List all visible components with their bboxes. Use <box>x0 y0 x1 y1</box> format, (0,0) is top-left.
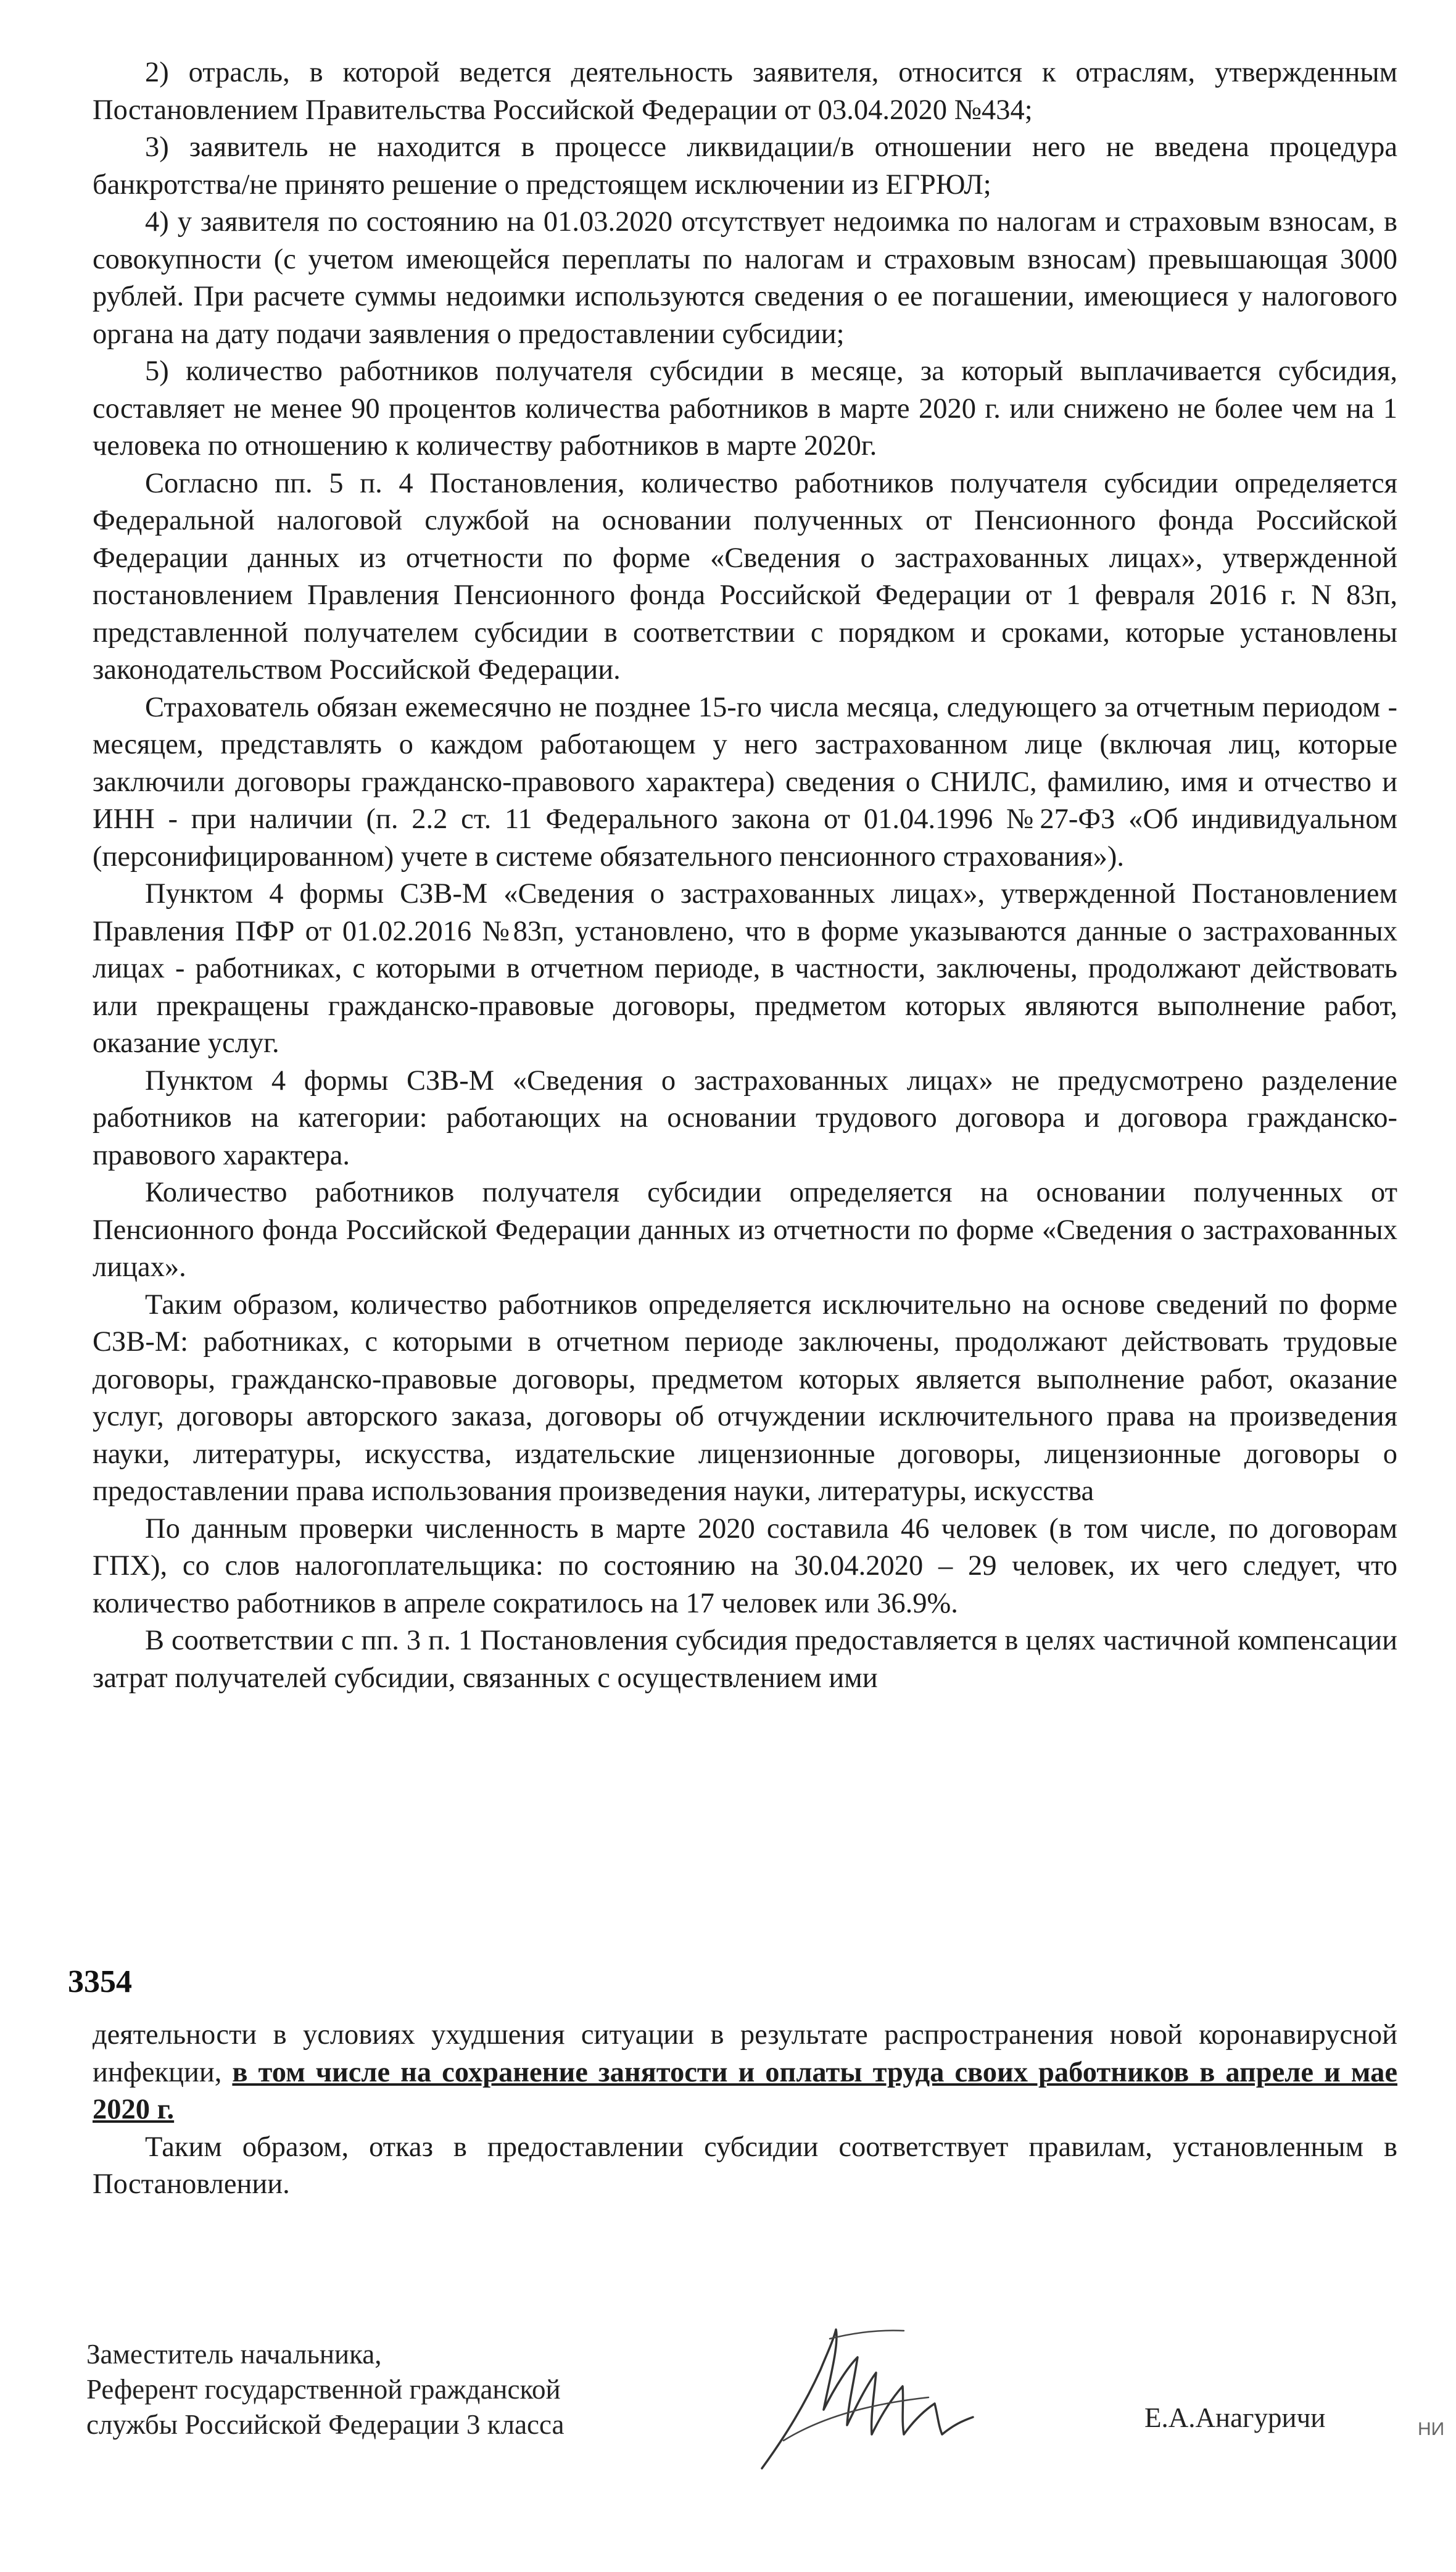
body-paragraph: 3) заявитель не находится в процессе ликвидации/в отношении него не введена процедура банкротства/не принято решение о предстоящем исключении из ЕГРЮЛ; <box>93 131 1397 201</box>
body-paragraph: Таким образом, количество работников определяется исключительно на основе сведений по форме СЗВ-М: работниках, с которыми в отчетном периоде заключены, продолжают действовать трудовые договоры, гражданско-правовые договоры, предметом которых является выполнение работ, оказание услуг, договоры авторского заказа, договоры об отчуждении исключительного права на произведения науки, литературы, искусства, издательские лицензионные договоры, лицензионные договоры о предоставлении права использования произведения науки, литературы, искусства <box>93 1288 1397 1507</box>
page-number: 3354 <box>68 1964 132 1999</box>
position-line: службы Российской Федерации 3 класса <box>86 2409 565 2440</box>
continuation-text: деятельности в условиях ухудшения ситуации в результате распространения новой коронавирусной инфекции, <box>93 2019 1397 2088</box>
continuation-paragraph <box>93 2017 1397 2129</box>
conclusion-paragraph: Таким образом, отказ в предоставлении субсидии соответствует правилам, установленным в Постановлении. <box>93 2131 1397 2200</box>
document-body-part-2 <box>93 2017 1397 2204</box>
body-paragraph: 5) количество работников получателя субсидии в месяце, за который выплачивается субсидия, составляет не менее 90 процентов количества работников в марте 2020 г. или снижено не более чем на 1 человека по отношению к количеству работников в марте 2020г. <box>93 355 1397 462</box>
body-paragraph: Количество работников получателя субсидии определяется на основании полученных от Пенсионного фонда Российской Федерации данных из отчетности по форме «Сведения о застрахованных лицах». <box>93 1177 1397 1283</box>
body-paragraph: 4) у заявителя по состоянию на 01.03.2020 отсутствует недоимка по налогам и страховым взносам, в совокупности (с учетом имеющейся переплаты по налогам и страховым взносам) превышающая 3000 рублей. При расчете суммы недоимки используются сведения о ее погашении, имеющиеся у налогового органа на дату подачи заявления о предоставлении субсидии; <box>93 206 1397 350</box>
handwritten-signature <box>750 2311 984 2484</box>
body-paragraph: В соответствии с пп. 3 п. 1 Постановления субсидия предоставляется в целях частичной компенсации затрат получателей субсидии, связанных с осуществлением ими <box>93 1625 1397 1694</box>
emphasized-text: в том числе на сохранение занятости и оплаты труда своих работников в апреле и мае 2020 г. <box>93 2056 1397 2125</box>
body-paragraph: 2) отрасль, в которой ведется деятельность заявителя, относится к отраслям, утвержденным Постановлением Правительства Российской Федерации от 03.04.2020 №434; <box>93 57 1397 126</box>
body-paragraph: По данным проверки численность в марте 2020 составила 46 человек (в том числе, по договорам ГПХ), со слов налогоплательщика: по состоянию на 30.04.2020 – 29 человек, их чего следует, что количество работников в апреле сократилось на 17 человек или 36.9%. <box>93 1512 1397 1619</box>
body-paragraph: Пунктом 4 формы СЗВ-М «Сведения о застрахованных лицах», утвержденной Постановлением Правления ПФР от 01.02.2016 №83п, установлено, что в форме указываются данные о застрахованных лицах - работниках, с которыми в отчетном периоде, в частности, заключены, продолжают действовать или прекращены гражданско-правовые договоры, предметом которых являются выполнение работ, оказание услуг. <box>93 878 1397 1059</box>
signatory-name: Е.А.Анагуричи <box>1144 2402 1326 2433</box>
position-line: Референт государственной гражданской <box>86 2374 561 2405</box>
edge-mark: НИ <box>1418 2419 1445 2439</box>
signatory-position <box>86 2337 565 2442</box>
body-paragraph: Страхователь обязан ежемесячно не позднее 15-го числа месяца, следующего за отчетным периодом - месяцем, представлять о каждом работающем у него застрахованном лице (включая лиц, которые заключили договоры гражданско-правового характера) сведения о СНИЛС, фамилию, имя и отчество и ИНН - при наличии (п. 2.2 ст. 11 Федерального закона от 01.04.1996 №27-ФЗ «Об индивидуальном (персонифицированном) учете в системе обязательного пенсионного страхования»). <box>93 691 1397 873</box>
body-paragraph: Пунктом 4 формы СЗВ-М «Сведения о застрахованных лицах» не предусмотрено разделение работников на категории: работающих на основании трудового договора и договора гражданско-правового характера. <box>93 1064 1397 1171</box>
document-body-part-1 <box>93 54 1397 1697</box>
body-paragraph: Согласно пп. 5 п. 4 Постановления, количество работников получателя субсидии определяется Федеральной налоговой службой на основании полученных от Пенсионного фонда Российской Федерации данных из отчетности по форме «Сведения о застрахованных лицах», утвержденной постановлением Правления Пенсионного фонда Российской Федерации от 1 февраля 2016 г. N 83п, представленной получателем субсидии в соответствии с порядком и сроками, которые установлены законодательством Российской Федерации. <box>93 467 1397 686</box>
position-line: Заместитель начальника, <box>86 2339 382 2370</box>
